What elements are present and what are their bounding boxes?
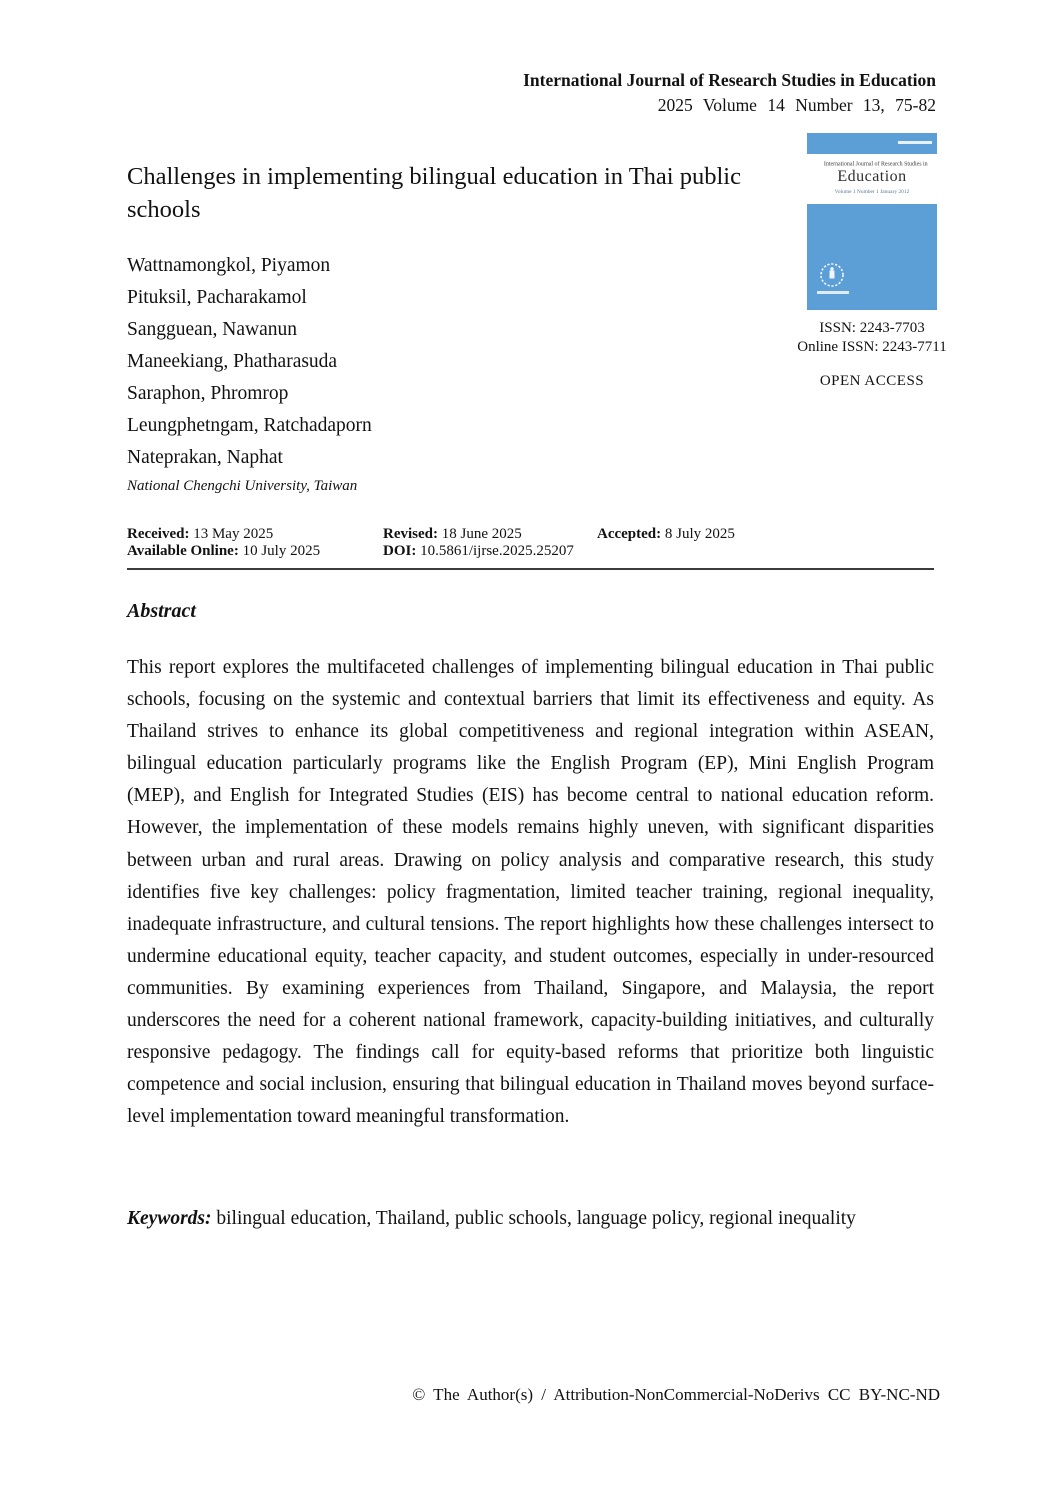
cover-strip-fineprint xyxy=(898,141,932,144)
cover-blue-block xyxy=(807,204,937,310)
open-access-label: OPEN ACCESS xyxy=(819,373,925,389)
author-affiliation: National Chengchi University, Taiwan xyxy=(127,478,358,494)
abstract-text: This report explores the multifaceted challenges of implementing bilingual education in Thai public schools, focusing on the systemic and contextual barriers that limit its effectiveness and equity. As Thailand strives to enhance its global competitiveness and regional integration within ASEAN, bilingual education particularly programs like the English Program (EP), Mini English Program (MEP), and English for Integrated Studies (EIS) has become central to national education reform. However, the implementation of these models remains highly uneven, with significant disparities between urban and rural areas. Drawing on policy analysis and comparative research, this study identifies five key challenges: policy fragmentation, limited teacher training, regional inequality, inadequate infrastructure, and cultural tensions. The report highlights how these challenges intersect to undermine educational equity, teacher capacity, and student outcomes, especially in under-resourced communities. By examining experiences from Thailand, Singapore, and Malaysia, the report underscores the need for a coherent national framework, capacity-building initiatives, and culturally responsive pedagogy. The findings call for equity-based reforms that prioritize both linguistic competence and social inclusion, ensuring that bilingual education in Thailand moves beyond surface-level implementation toward meaningful transformation. xyxy=(127,657,934,1128)
logo-caption-fineprint xyxy=(817,291,849,294)
journal-logo-emblem xyxy=(819,262,845,288)
cover-journal-name: Education xyxy=(837,168,907,185)
header-journal-name: International Journal of Research Studies in Education xyxy=(523,70,936,90)
cover-journal-line: International Journal of Research Studies in xyxy=(823,160,928,167)
author-name: Sangguean, Nawanun xyxy=(127,319,298,340)
meta-accepted: Accepted: 8 July 2025 xyxy=(597,526,735,542)
keywords-text: bilingual education, Thailand, public schools, language policy, regional inequality xyxy=(216,1208,856,1229)
author-name: Pituksil, Pacharakamol xyxy=(127,287,307,308)
cover-title-band xyxy=(807,154,937,204)
license-footer: © The Author(s) / Attribution-NonCommercial-NoDerivs CC BY-NC-ND xyxy=(412,1385,940,1404)
author-name: Wattnamongkol, Piyamon xyxy=(127,255,331,276)
page-header xyxy=(523,68,936,118)
author-list xyxy=(127,250,372,496)
issn-block xyxy=(790,319,954,357)
author-name: Maneekiang, Phatharasuda xyxy=(127,351,338,372)
journal-cover-thumbnail xyxy=(807,133,937,310)
meta-available-online: Available Online: 10 July 2025 xyxy=(127,543,321,559)
cover-issue-line: Volume 1 Number 1 January 2012 xyxy=(834,188,910,195)
journal-cover-panel xyxy=(790,133,954,390)
cover-top-strip xyxy=(807,133,937,154)
author-name: Leungphetngam, Ratchadaporn xyxy=(127,415,372,436)
abstract-heading: Abstract xyxy=(127,600,196,622)
submission-meta xyxy=(127,526,934,570)
meta-doi: DOI: 10.5861/ijrse.2025.25207 xyxy=(383,543,574,559)
keywords-label: Keywords: xyxy=(127,1208,212,1229)
author-name: Saraphon, Phromrop xyxy=(127,383,289,404)
author-name: Nateprakan, Naphat xyxy=(127,447,283,468)
meta-revised: Revised: 18 June 2025 xyxy=(383,526,522,542)
issn-print: ISSN: 2243-7703 xyxy=(819,320,925,336)
article-title: Challenges in implementing bilingual education in Thai public schools xyxy=(127,163,741,223)
issn-online: Online ISSN: 2243-7711 xyxy=(797,339,947,355)
meta-received: Received: 13 May 2025 xyxy=(127,526,274,542)
header-issue-line: 2025 Volume 14 Number 13, 75-82 xyxy=(657,95,936,115)
keywords-line xyxy=(127,1204,934,1234)
